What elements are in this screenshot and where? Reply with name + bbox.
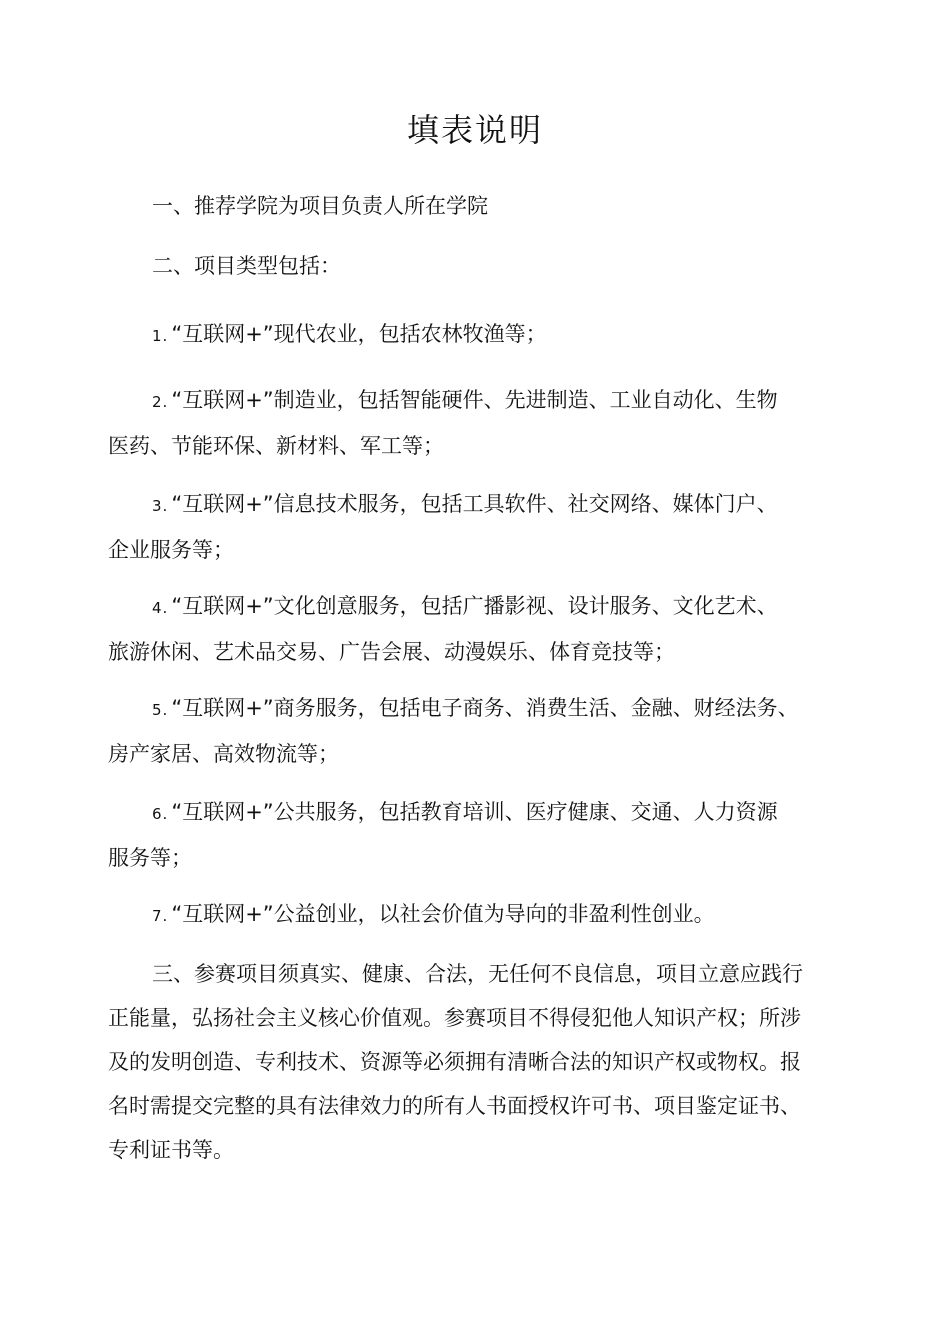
list-item-line [108,790,848,836]
section-3 [108,952,848,1172]
list-item-line [108,482,848,528]
list-item-2 [108,378,848,468]
list-item-4 [108,584,848,674]
section-3-line: 名时需提交完整的具有法律效力的所有人书面授权许可书、项目鉴定证书、 [108,1094,801,1118]
list-item-line: 服务等； [108,846,192,870]
list-item-line [108,686,848,732]
item-text: “互联网+”信息技术服务，包括工具软件、社交网络、媒体门户、 [171,492,778,516]
list-item-line: 旅游休闲、艺术品交易、广告会展、动漫娱乐、体育竞技等； [108,640,675,664]
list-item-line [108,892,848,938]
item-text: “互联网+”制造业，包括智能硬件、先进制造、工业自动化、生物 [171,388,778,412]
section-3-line: 专利证书等。 [108,1138,234,1162]
list-item-line [108,378,848,424]
section-3-line: 及的发明创造、专利技术、资源等必须拥有清晰合法的知识产权或物权。报 [108,1050,801,1074]
item-text: “互联网+”现代农业，包括农林牧渔等； [171,322,547,346]
item-text: “互联网+”商务服务，包括电子商务、消费生活、金融、财经法务、 [171,696,799,720]
section-1: 一、推荐学院为项目负责人所在学院 [152,194,488,218]
item-text: “互联网+”公益创业，以社会价值为导向的非盈利性创业。 [171,902,715,926]
list-item-1 [108,312,848,358]
item-number: 1. [152,327,169,345]
item-text: “互联网+”文化创意服务，包括广播影视、设计服务、文化艺术、 [171,594,778,618]
item-number: 3. [152,497,169,515]
section-3-line: 三、参赛项目须真实、健康、合法，无任何不良信息，项目立意应践行 [152,962,803,986]
list-item-line [108,312,848,358]
list-item-line: 医药、节能环保、新材料、军工等； [108,434,444,458]
item-text: “互联网+”公共服务，包括教育培训、医疗健康、交通、人力资源 [171,800,778,824]
list-item-line: 企业服务等； [108,538,234,562]
list-item-6 [108,790,848,880]
section-3-line: 正能量，弘扬社会主义核心价值观。参赛项目不得侵犯他人知识产权；所涉 [108,1006,801,1030]
item-number: 2. [152,393,169,411]
page-title: 填表说明 [406,111,543,149]
item-number: 5. [152,701,169,719]
list-item-3 [108,482,848,572]
section-2: 二、项目类型包括： [152,254,341,278]
list-item-7 [108,892,848,938]
list-item-5 [108,686,848,776]
list-item-line [108,584,848,630]
item-number: 4. [152,599,169,617]
item-number: 6. [152,805,169,823]
list-item-line: 房产家居、高效物流等； [108,742,339,766]
item-number: 7. [152,907,169,925]
